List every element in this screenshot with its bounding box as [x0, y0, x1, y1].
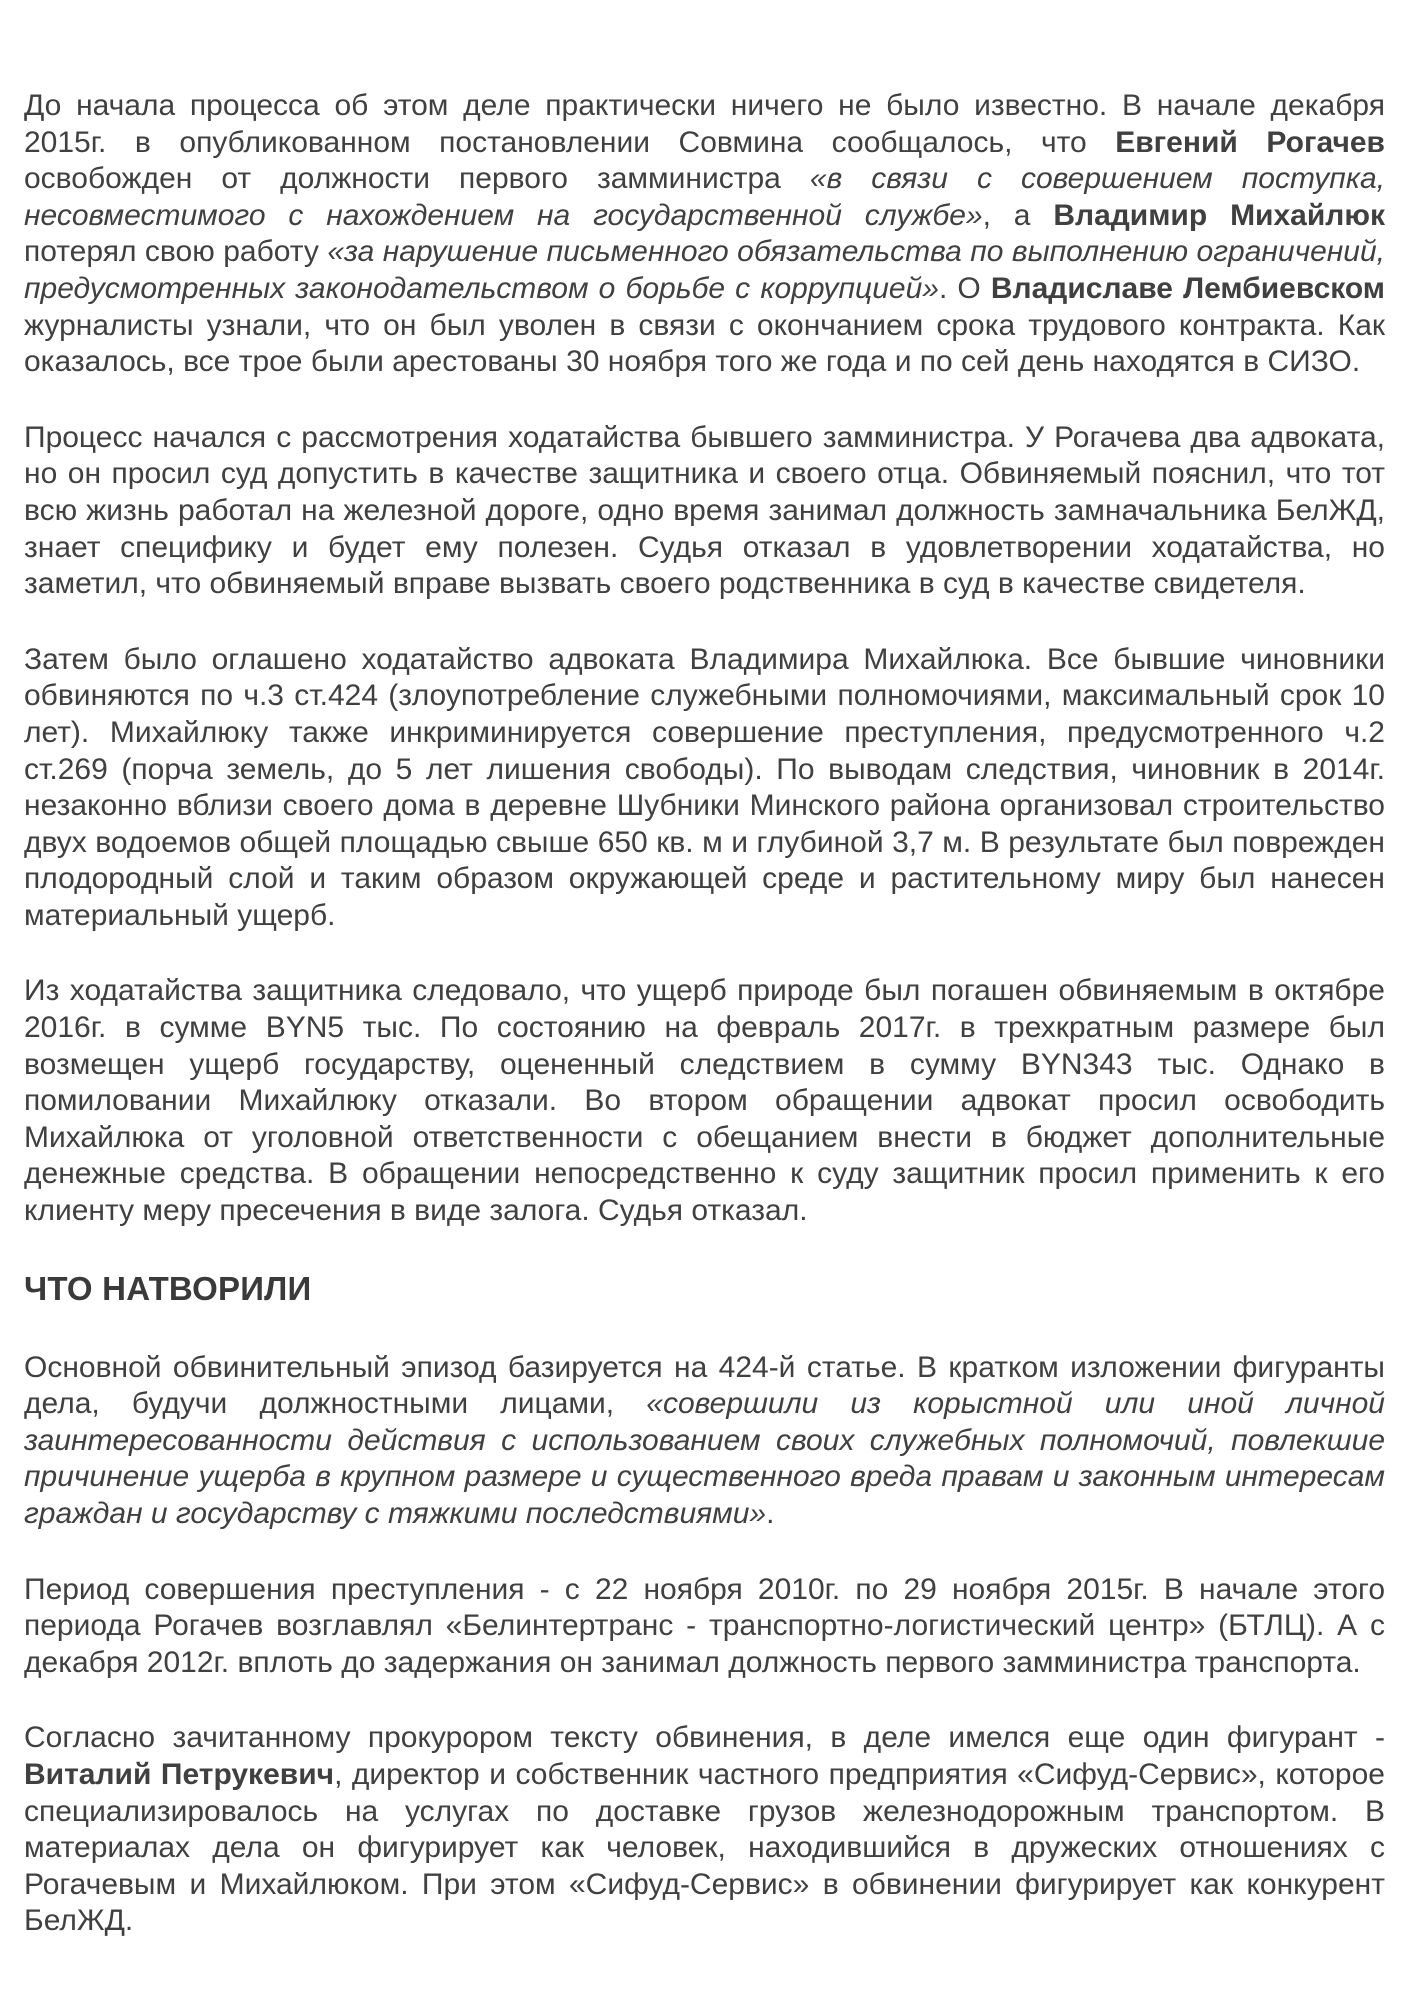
- person-name-bold: Виталий Петрукевич: [24, 1757, 335, 1791]
- text-run: . О: [938, 271, 991, 305]
- section-heading: [24, 1269, 1385, 1309]
- text-run: .: [766, 1497, 775, 1530]
- person-name-bold: Евгений Рогачев: [1115, 125, 1385, 159]
- paragraph: [24, 642, 1385, 935]
- text-run: Согласно зачитанному прокурором тексту обвинения, в деле имелся еще один фигурант -: [24, 1721, 1385, 1755]
- text-run: освобожден от должности первого замминистра: [24, 162, 810, 196]
- text-run: Период совершения преступления - с 22 ноября 2010г. по 29 ноября 2015г. В начале этого периода Рогачев возглавлял «Белинтертранс - транспортно-логистический центр» (БТЛЦ). А с декабря 2012г. вплоть до задержания он занимал должность первого замминистра транспорта.: [24, 1572, 1385, 1679]
- text-run: журналисты узнали, что он был уволен в связи с окончанием срока трудового контракта. Как оказалось, все трое были арестованы 30 ноября того же года и по сей день находятся в СИЗО.: [24, 308, 1385, 379]
- text-run: Из ходатайства защитника следовало, что ущерб природе был погашен обвиняемым в октябре 2016г. в сумме BYN5 тыс. По состоянию на февраль 2017г. в трехкратным размере был возмещен ущерб государству, оцененный следствием в сумму BYN343 тыс. Однако в помиловании Михайлюку отказали. Во втором обращении адвокат просил освободить Михайлюка от уголовной ответственности с обещанием внести в бюджет дополнительные денежные средства. В обращении непосредственно к суду защитник просил применить к его клиенту меру пресечения в виде залога. Судья отказал.: [24, 974, 1385, 1228]
- paragraph: [24, 1572, 1385, 1682]
- paragraph: [24, 973, 1385, 1229]
- paragraph: [24, 88, 1385, 381]
- person-name-bold: Владиславе Лембиевском: [990, 271, 1385, 305]
- text-run: Затем было оглашено ходатайство адвоката Владимира Михайлюка. Все бывшие чиновники обвиняются по ч.3 ст.424 (злоупотребление служебными полномочиями, максимальный срок 10 лет). Михайлюку также инкриминируется совершение преступления, предусмотренного ч.2 ст.269 (порча земель, до 5 лет лишения свободы). По выводам следствия, чиновник в 2014г. незаконно вблизи своего дома в деревне Шубники Минского района организовал строительство двух водоемов общей площадью свыше 650 кв. м и глубиной 3,7 м. В результате был поврежден плодородный слой и таким образом окружающей среде и растительному миру был нанесен материальный ущерб.: [24, 642, 1385, 932]
- person-name-bold: Владимир Михайлюк: [1053, 198, 1385, 232]
- quote-italic: «в связи с совершением поступка, несовместимого с нахождением на государственной службе»: [24, 162, 1386, 232]
- paragraph: [24, 1350, 1385, 1533]
- text-run: Основной обвинительный эпизод базируется на 424-й статье. В кратком изложении фигуранты дела, будучи должностными лицами,: [24, 1350, 1385, 1421]
- text-run: Процесс начался с рассмотрения ходатайства бывшего замминистра. У Рогачева два адвоката, но он просил суд допустить в качестве защитника и своего отца. Обвиняемый пояснил, что тот всю жизнь работал на железной дороге, одно время занимал должность замначальника БелЖД, знает специфику и будет ему полезен. Судья отказал в удовлетворении ходатайства, но заметил, что обвиняемый вправе вызвать своего родственника в суд в качестве свидетеля.: [24, 420, 1385, 601]
- quote-italic: «за нарушение письменного обязательства по выполнению ограничений, предусмотренных законодательством о борьбе с коррупцией»: [24, 235, 1385, 305]
- text-run: ЧТО НАТВОРИЛИ: [24, 1269, 312, 1307]
- text-run: , а: [982, 198, 1054, 232]
- paragraph: [24, 420, 1385, 603]
- text-run: До начала процесса об этом деле практически ничего не было известно. В начале декабря 2015г. в опубликованном постановлении Совмина сообщалось, что: [24, 89, 1385, 159]
- quote-italic: «совершили из корыстной или иной личной заинтересованности действия с использованием своих служебных полномочий, повлекшие причинение ущерба в крупном размере и существенного вреда правам и законным интересам граждан и государству с тяжкими последствиями»: [24, 1387, 1385, 1530]
- article-body: [24, 88, 1385, 1940]
- paragraph: [24, 1720, 1385, 1940]
- text-run: , директор и собственник частного предприятия «Сифуд-Сервис», которое специализировалось на услугах по доставке грузов железнодорожным транспортом. В материалах дела он фигурирует как человек, находившийся в дружеских отношениях с Рогачевым и Михайлюком. При этом «Сифуд-Сервис» в обвинении фигурирует как конкурент БелЖД.: [24, 1757, 1385, 1938]
- text-run: потерял свою работу: [24, 235, 328, 269]
